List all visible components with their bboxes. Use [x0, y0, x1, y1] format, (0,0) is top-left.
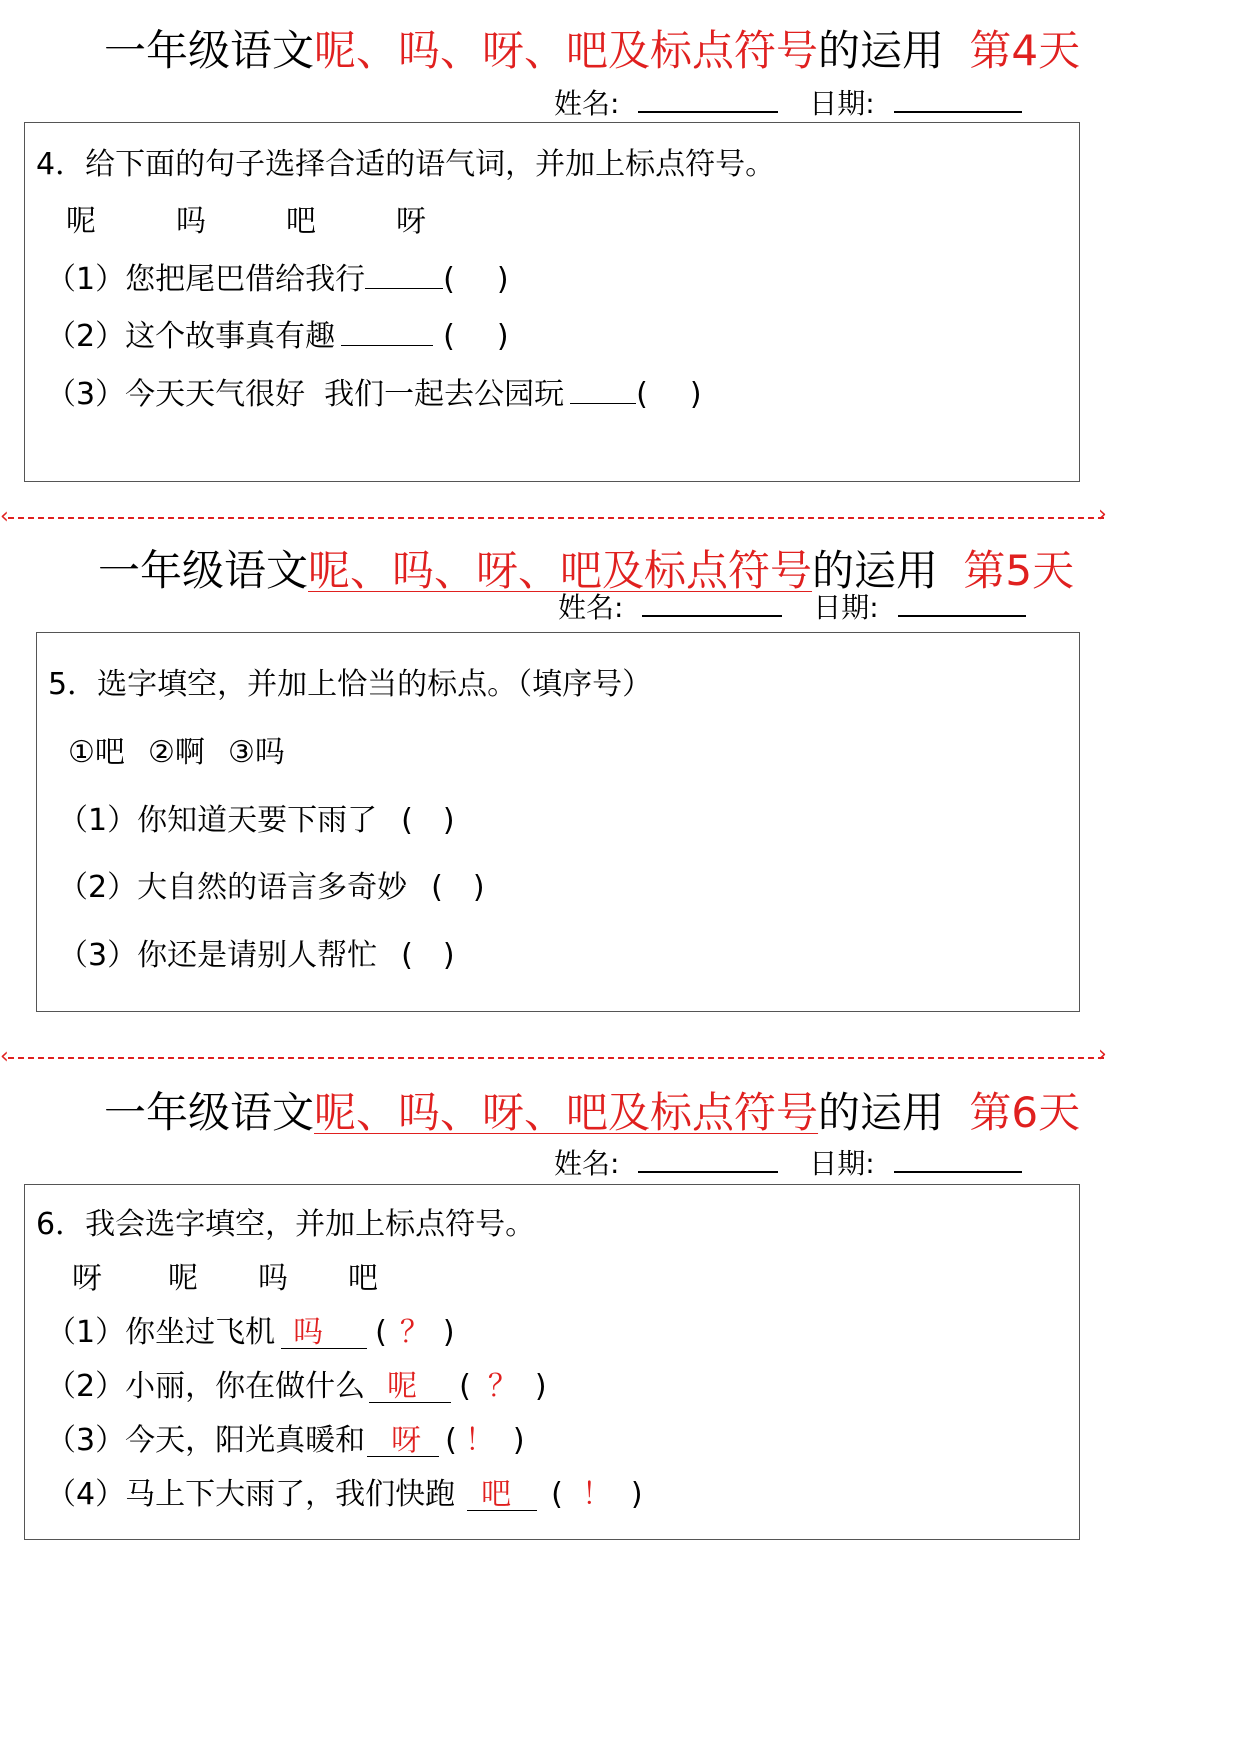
- item-5-3: （3）你还是请别人帮忙 ( ): [58, 938, 455, 973]
- answer-mark[interactable]: ？: [399, 1315, 430, 1350]
- item-4-3: （3）今天天气很好 我们一起去公园玩 ( ): [46, 377, 702, 412]
- item-5-1: （1）你知道天要下雨了 ( ): [58, 803, 455, 838]
- item-6-4: （4）马上下大雨了，我们快跑 吧 ( ！ ): [46, 1477, 643, 1512]
- section-3-namebar: 姓名: 日期:: [554, 1150, 1022, 1178]
- answer-mark[interactable]: ？: [487, 1369, 518, 1404]
- answer-word[interactable]: 呀: [367, 1426, 439, 1457]
- section-2-day: 第5天: [963, 546, 1075, 595]
- item-5-2: （2）大自然的语言多奇妙 ( ): [58, 870, 485, 905]
- options-row-4: 呢 吗 吧 呀: [66, 204, 426, 239]
- section-1-day: 第4天: [969, 26, 1081, 75]
- question-6: 6．我会选字填空，并加上标点符号。: [36, 1207, 536, 1242]
- section-2-title: 一年级语文呢、吗、呀、吧及标点符号的运用 第5天: [98, 546, 1075, 595]
- section-1-namebar: 姓名: 日期:: [554, 90, 1022, 118]
- answer-word[interactable]: 吗: [281, 1318, 367, 1349]
- answer-mark[interactable]: ！: [581, 1477, 612, 1512]
- answer-mark[interactable]: ！: [464, 1423, 495, 1458]
- section-2-namebar: 姓名: 日期:: [558, 594, 1026, 622]
- name-blank[interactable]: [638, 110, 778, 113]
- question-4: 4．给下面的句子选择合适的语气词，并加上标点符号。: [36, 147, 776, 182]
- date-blank[interactable]: [898, 614, 1026, 617]
- cut-arrow-left: ‹: [0, 504, 9, 529]
- options-row-6: 呀 呢 吗 吧: [72, 1261, 378, 1296]
- name-blank[interactable]: [642, 614, 782, 617]
- name-blank[interactable]: [638, 1170, 778, 1173]
- answer-blank[interactable]: [365, 287, 443, 289]
- answer-blank[interactable]: [341, 344, 433, 346]
- section-1-title: 一年级语文呢、吗、呀、吧及标点符号的运用 第4天: [104, 26, 1081, 75]
- answer-blank[interactable]: [570, 402, 636, 404]
- cut-line-2: [8, 1057, 1104, 1059]
- answer-word[interactable]: 吧: [467, 1480, 537, 1511]
- cut-line-1: [8, 517, 1104, 519]
- cut-arrow-right: ›: [1098, 502, 1107, 527]
- item-4-1: （1）您把尾巴借给我行 ( ): [46, 262, 509, 297]
- question-5: 5．选字填空，并加上恰当的标点。（填序号）: [48, 667, 653, 702]
- date-blank[interactable]: [894, 110, 1022, 113]
- options-row-5: ①吧 ②啊 ③吗: [68, 735, 285, 770]
- cut-arrow-left: ‹: [0, 1044, 9, 1069]
- section-3-day: 第6天: [969, 1088, 1081, 1137]
- item-6-3: （3）今天，阳光真暖和 呀 ( ！ ): [46, 1423, 525, 1458]
- section-3-title: 一年级语文呢、吗、呀、吧及标点符号的运用 第6天: [104, 1088, 1081, 1137]
- item-6-2: （2）小丽，你在做什么 呢 ( ？ ): [46, 1369, 547, 1404]
- date-blank[interactable]: [894, 1170, 1022, 1173]
- item-4-2: （2）这个故事真有趣 ( ): [46, 319, 509, 354]
- item-6-1: （1）你坐过飞机 吗 ( ？ ): [46, 1315, 455, 1350]
- cut-arrow-right: ›: [1098, 1042, 1107, 1067]
- answer-word[interactable]: 呢: [369, 1372, 451, 1403]
